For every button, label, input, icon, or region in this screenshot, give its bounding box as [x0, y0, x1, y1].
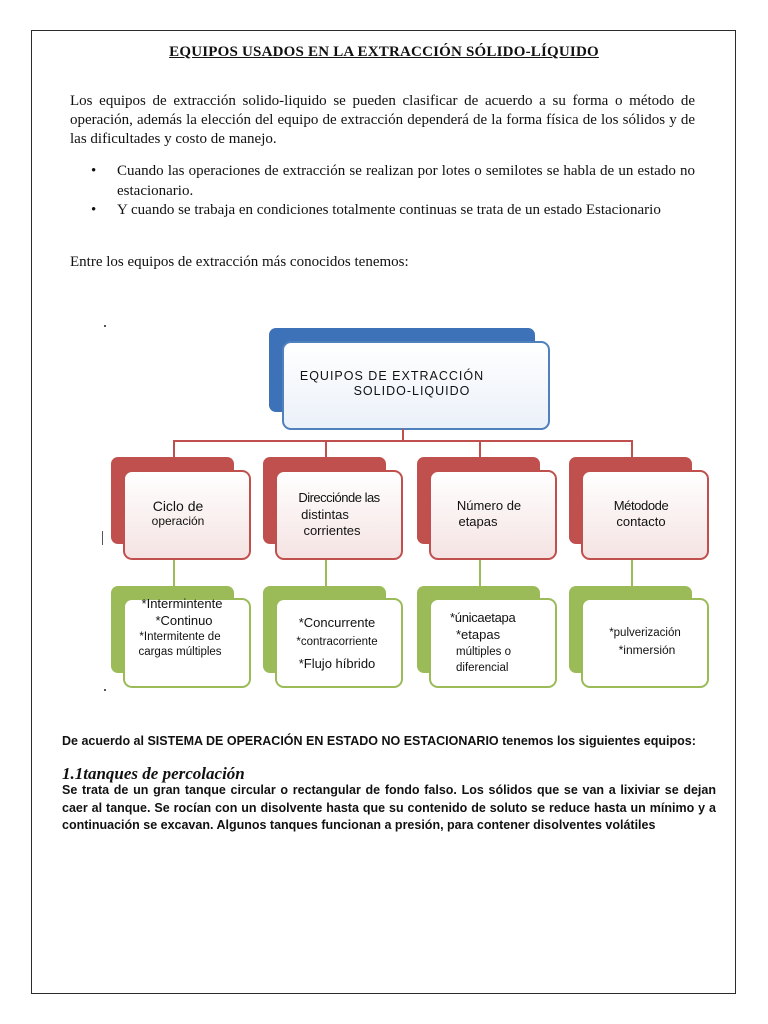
detail-label-line: *Continuo: [155, 613, 213, 628]
document-title: EQUIPOS USADOS EN LA EXTRACCIÓN SÓLIDO-LÍQUIDO: [169, 44, 599, 60]
equipment-lead: Entre los equipos de extracción más conocidos tenemos:: [70, 254, 409, 270]
connector: [631, 440, 633, 458]
detail-node-label: [438, 609, 538, 676]
category-label-line: etapas: [458, 514, 498, 529]
detail-label-line: *pulverización: [609, 627, 681, 639]
category-label-line: contacto: [616, 514, 666, 529]
detail-node-label: [128, 596, 232, 659]
root-node-label: [282, 369, 532, 399]
connector: [173, 440, 633, 442]
connector: [325, 440, 327, 458]
section-paragraph: Se trata de un gran tanque circular o rectangular de fondo falso. Los sólidos que se van a lixiviar se dejan caer al tanque. Se rocían con un disolvente hasta que su contenido de soluto se reduce hasta un mínimo y a continuación se excavan. Algunos tanques funcionan a presión, para contener disolventes volátiles: [62, 783, 716, 832]
scan-mark: [102, 531, 103, 545]
category-label-line: Número de: [456, 498, 522, 513]
detail-label-line: múltiples o: [456, 646, 511, 658]
bullet-item: • Cuando las operaciones de extracción se realizan por lotes o semilotes se habla de un estado no estacionario.: [70, 162, 695, 201]
category-node-label: [581, 498, 701, 530]
detail-label-line: *Intermintente: [141, 596, 223, 611]
bullet-list: [70, 162, 695, 221]
category-node-label: [429, 498, 549, 530]
detail-label-line: *etapas: [456, 627, 501, 642]
scan-mark: [104, 325, 106, 327]
detail-node-label: [591, 626, 699, 659]
detail-label-line: *contracorriente: [296, 636, 378, 648]
category-label-line: operación: [151, 514, 205, 528]
category-label-line: Métodode: [613, 498, 669, 513]
connector: [479, 560, 481, 587]
scan-mark: [104, 689, 106, 691]
section-lead: De acuerdo al SISTEMA DE OPERACIÓN EN ESTADO NO ESTACIONARIO tenemos los siguientes equipos:: [62, 734, 696, 748]
detail-label-line: *únicaetapa: [450, 610, 516, 625]
connector: [479, 440, 481, 458]
root-label-line: EQUIPOS DE EXTRACCIÓN: [299, 369, 485, 383]
connector: [173, 440, 175, 458]
category-label-line: Direcciónde las: [298, 490, 380, 505]
category-node-label: [123, 498, 233, 529]
detail-label-line: *inmersión: [618, 643, 676, 657]
category-label-line: corrientes: [303, 523, 361, 538]
root-label-line: SOLIDO-LIQUIDO: [353, 384, 471, 398]
connector: [173, 560, 175, 587]
detail-label-line: *Flujo híbrido: [298, 656, 376, 671]
connector: [325, 560, 327, 587]
connector: [631, 560, 633, 587]
detail-label-line: *Intermitente de: [139, 631, 221, 643]
intro-paragraph: Los equipos de extracción solido-liquido se pueden clasificar de acuerdo a su forma o método de operación, además la elección del equipo de extracción dependerá de la forma física de los sólidos y de las dificultades y costo de manejo.: [70, 93, 695, 147]
category-label-line: distintas: [301, 506, 349, 522]
category-node-label: [275, 490, 403, 540]
bullet-item: • Y cuando se trabaja en condiciones totalmente continuas se trata de un estado Estacionario: [70, 201, 695, 221]
detail-label-line: cargas múltiples: [138, 646, 222, 658]
detail-node-label: [285, 614, 389, 674]
section-heading: 1.1tanques de percolación: [62, 764, 245, 783]
detail-label-line: *Concurrente: [298, 615, 376, 630]
category-label-line: Ciclo de: [152, 498, 204, 514]
detail-label-line: diferencial: [456, 662, 509, 674]
